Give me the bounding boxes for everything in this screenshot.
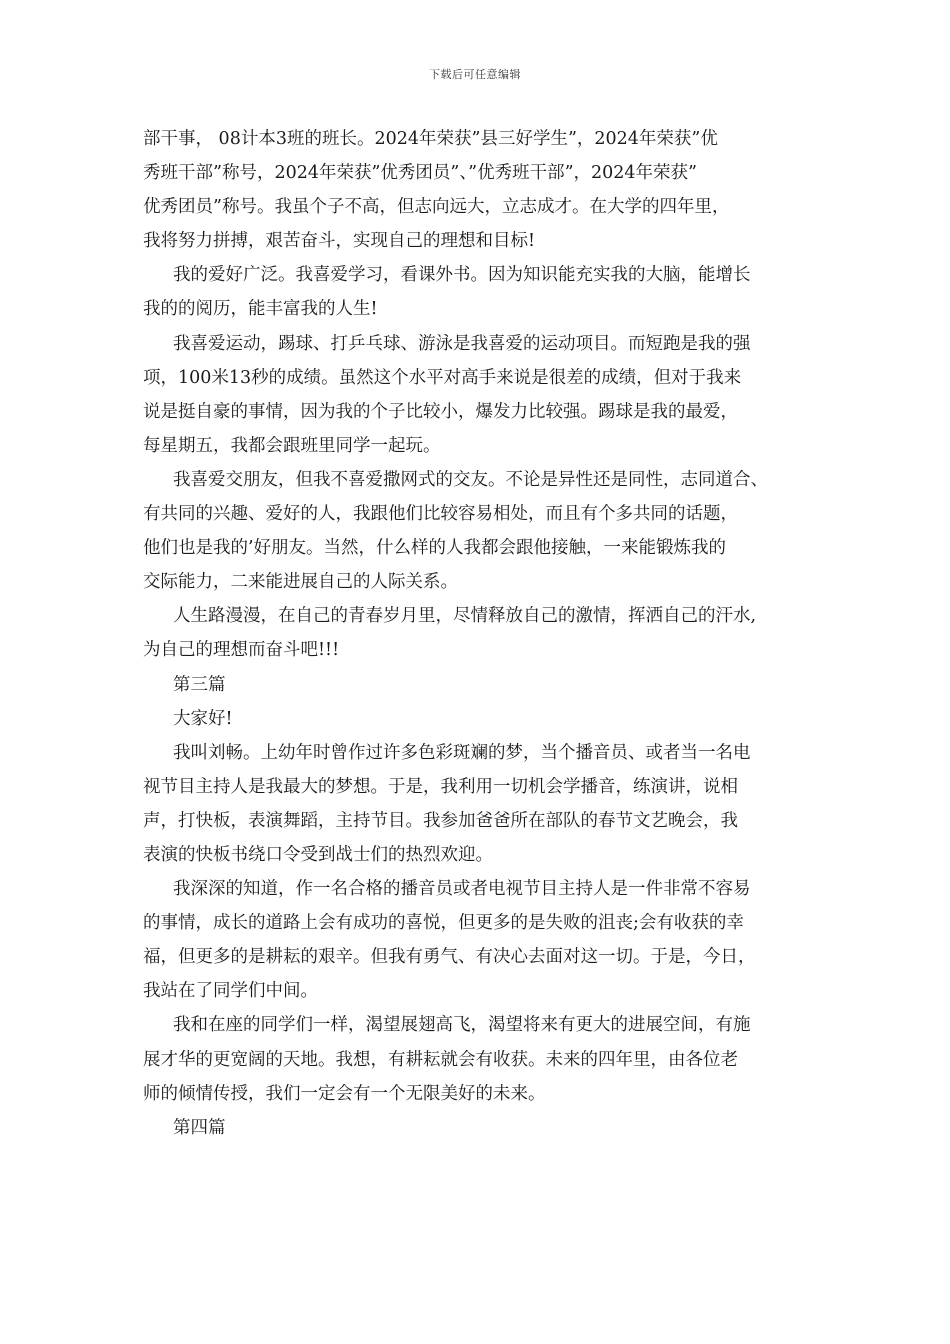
text-line: 说是挺自豪的事情，因为我的个子比较小，爆发力比较强。踢球是我的最爱， [143,401,738,422]
text-line: 我喜爱运动，踢球、打乒乓球、游泳是我喜爱的运动项目。而短跑是我的强 [173,333,751,354]
text-line: 部干事， 08计本3班的班长。2024年荣获”县三好学生”，2024年荣获”优 [143,129,718,149]
document-body [143,122,823,1145]
text-line: 我将努力拼搏，艰苦奋斗，实现自己的理想和目标! [143,231,536,252]
text-line: 第四篇 [173,1117,226,1138]
text-line: 我和在座的同学们一样，渴望展翅高飞，渴望将来有更大的进展空间，有施 [173,1015,751,1036]
text-line: 我喜爱交朋友，但我不喜爱撒网式的交友。不论是异性还是同性，志同道合、 [173,469,768,490]
text-line: 每星期五，我都会跟班里同学一起玩。 [143,435,441,456]
text-line: 我的爱好广泛。我喜爱学习，看课外书。因为知识能充实我的大脑，能增长 [173,265,751,286]
text-line: 师的倾情传授，我们一定会有一个无限美好的未来。 [143,1083,546,1104]
text-line: 为自己的理想而奋斗吧!!! [143,640,340,661]
text-line: 我的的阅历，能丰富我的人生! [143,299,378,320]
text-line: 我深深的知道，作一名合格的播音员或者电视节目主持人是一件非常不容易 [173,879,751,900]
text-line: 他们也是我的’好朋友。当然，什么样的人我都会跟他接触，一来能锻炼我的 [143,538,727,559]
text-line: 展才华的更宽阔的天地。我想，有耕耘就会有收获。未来的四年里，由各位老 [143,1049,738,1070]
text-line: 声，打快板，表演舞蹈，主持节目。我参加爸爸所在部队的春节文艺晚会，我 [143,810,738,831]
text-line: 优秀团员”称号。我虽个子不高，但志向远大，立志成才。在大学的四年里， [143,197,730,218]
text-line: 人生路漫漫，在自己的青春岁月里，尽情释放自己的激情，挥洒自己的汗水, [173,606,757,627]
text-line: 的事情，成长的道路上会有成功的喜悦，但更多的是失败的沮丧;会有收获的幸 [143,913,744,934]
text-line: 交际能力，二来能进展自己的人际关系。 [143,572,458,593]
text-line: 有共同的兴趣、爱好的人，我跟他们比较容易相处，而且有个多共同的话题， [143,504,738,525]
text-line: 我站在了同学们中间。 [143,981,318,1002]
text-line: 视节目主持人是我最大的梦想。于是，我利用一切机会学播音，练演讲，说相 [143,776,738,797]
text-line: 福，但更多的是耕耘的艰辛。但我有勇气、有决心去面对这一切。于是，今日， [143,947,756,968]
text-line: 第三篇 [173,674,226,695]
text-line: 项，100米13秒的成绩。虽然这个水平对高手来说是很差的成绩，但对于我来 [143,367,742,388]
text-line: 表演的快板书绕口令受到战士们的热烈欢迎。 [143,844,493,865]
page-header: 下载后可任意编辑 [429,68,521,81]
text-line: 秀班干部”称号，2024年荣获”优秀团员”、”优秀班干部”，2024年荣获” [143,163,697,184]
text-line: 我叫刘畅。上幼年时曾作过许多色彩斑斓的梦，当个播音员、或者当一名电 [173,742,751,763]
text-line: 大家好! [173,708,233,729]
